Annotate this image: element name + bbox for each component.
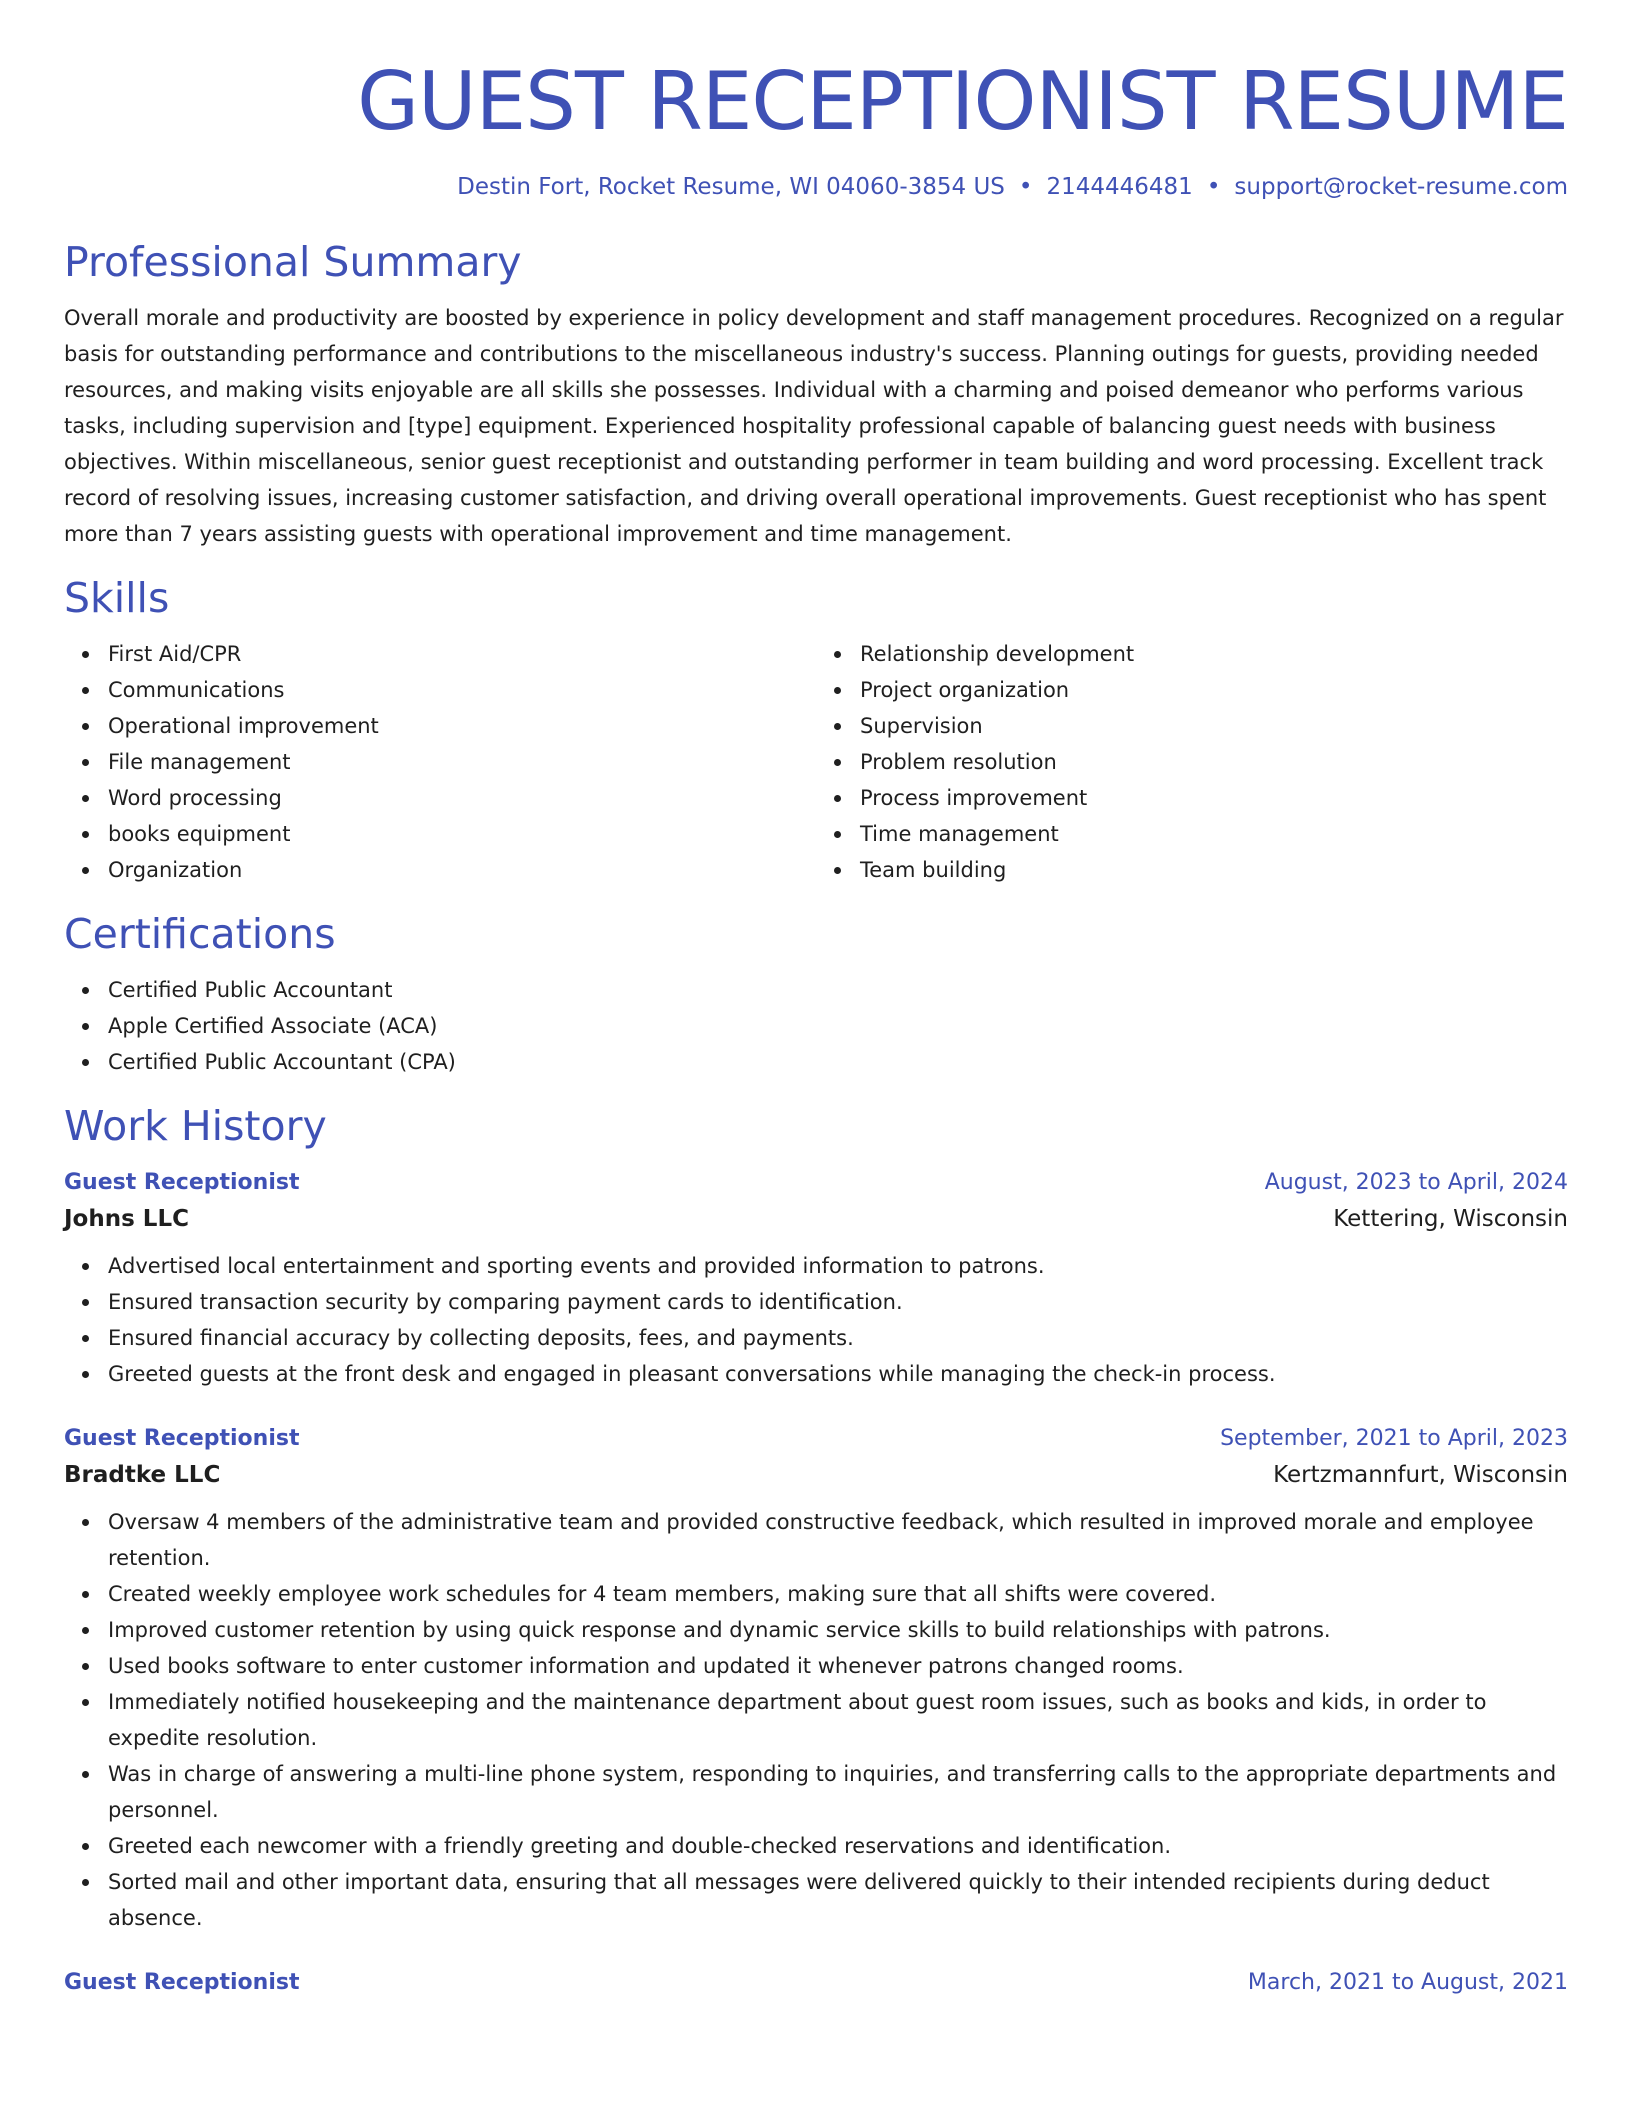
job-title: Guest Receptionist	[64, 1970, 300, 1995]
work-history-heading: Work History	[64, 1102, 327, 1150]
job-duty: Ensured financial accuracy by collecting deposits, fees, and payments.	[108, 1320, 1568, 1356]
resume-title: GUEST RECEPTIONIST RESUME	[357, 55, 1568, 148]
skills-column-right	[816, 636, 1568, 888]
job-title: Guest Receptionist	[64, 1426, 300, 1451]
skill-item: Supervision	[860, 708, 1568, 744]
job-duties	[64, 1248, 1568, 1392]
contact-separator: •	[1206, 174, 1221, 200]
job-dates: September, 2021 to April, 2023	[1220, 1426, 1568, 1451]
skills-heading: Skills	[64, 574, 170, 622]
job-duty: Advertised local entertainment and sporting events and provided information to patrons.	[108, 1248, 1568, 1284]
contact-address: Destin Fort, Rocket Resume, WI 04060-3854 US	[457, 174, 1005, 200]
job-duty: Created weekly employee work schedules for 4 team members, making sure that all shifts were covered.	[108, 1576, 1568, 1612]
skill-item: Problem resolution	[860, 744, 1568, 780]
skill-item: Project organization	[860, 672, 1568, 708]
certification-item: Certified Public Accountant (CPA)	[108, 1044, 1568, 1080]
skill-item: Team building	[860, 852, 1568, 888]
certifications-list	[64, 972, 1568, 1080]
certification-item: Certified Public Accountant	[108, 972, 1568, 1008]
certification-item: Apple Certified Associate (ACA)	[108, 1008, 1568, 1044]
skills-list	[64, 636, 1568, 888]
skill-item: Process improvement	[860, 780, 1568, 816]
skill-item: Communications	[108, 672, 816, 708]
skill-item: Word processing	[108, 780, 816, 816]
contact-separator: •	[1018, 174, 1033, 200]
summary-text: Overall morale and productivity are boosted by experience in policy development and staff management procedures. Recognized on a regular basis for outstanding performance and contributions to the miscellaneous industry's success. Planning outings for guests, providing needed resources, and making visits enjoyable are all skills she possesses. Individual with a charming and poised demeanor who performs various tasks, including supervision and [type] equipment. Experienced hospitality professional capable of balancing guest needs with business objectives. Within miscellaneous, senior guest receptionist and outstanding performer in team building and word processing. Excellent track record of resolving issues, increasing customer satisfaction, and driving overall operational improvements. Guest receptionist who has spent more than 7 years assisting guests with operational improvement and time management.	[64, 306, 1564, 546]
skills-column-left	[64, 636, 816, 888]
job-duty: Used books software to enter customer information and updated it whenever patrons changed rooms.	[108, 1648, 1568, 1684]
job-location: Kettering, Wisconsin	[1333, 1206, 1568, 1232]
job-duty: Greeted each newcomer with a friendly greeting and double-checked reservations and identification.	[108, 1828, 1568, 1864]
job-duty: Immediately notified housekeeping and the maintenance department about guest room issues, such as books and kids, in order to expedite resolution.	[108, 1684, 1568, 1756]
contact-email: support@rocket-resume.com	[1234, 174, 1568, 200]
skill-item: books equipment	[108, 816, 816, 852]
job-duty: Sorted mail and other important data, ensuring that all messages were delivered quickly to their intended recipients during deduct absence.	[108, 1864, 1568, 1936]
job-location: Kertzmannfurt, Wisconsin	[1273, 1462, 1568, 1488]
job-entry	[64, 1166, 1568, 1392]
job-entry	[64, 1966, 1568, 2000]
job-company: Bradtke LLC	[64, 1462, 221, 1488]
job-dates: March, 2021 to August, 2021	[1247, 1970, 1568, 1995]
job-entry	[64, 1422, 1568, 1936]
job-duties	[64, 1504, 1568, 1936]
job-title: Guest Receptionist	[64, 1170, 300, 1195]
skill-item: Organization	[108, 852, 816, 888]
job-dates: August, 2023 to April, 2024	[1264, 1170, 1568, 1195]
contact-line	[64, 172, 1568, 202]
skill-item: Time management	[860, 816, 1568, 852]
job-company: Johns LLC	[64, 1206, 189, 1232]
skill-item: First Aid/CPR	[108, 636, 816, 672]
resume-page	[64, 0, 1568, 2000]
skill-item: File management	[108, 744, 816, 780]
certifications-heading: Certifications	[64, 910, 336, 958]
job-duty: Was in charge of answering a multi-line phone system, responding to inquiries, and transferring calls to the appropriate departments and personnel.	[108, 1756, 1568, 1828]
job-duty: Ensured transaction security by comparing payment cards to identification.	[108, 1284, 1568, 1320]
skill-item: Operational improvement	[108, 708, 816, 744]
skill-item: Relationship development	[860, 636, 1568, 672]
summary-heading: Professional Summary	[64, 238, 522, 286]
job-duty: Oversaw 4 members of the administrative team and provided constructive feedback, which resulted in improved morale and employee retention.	[108, 1504, 1568, 1576]
job-duty: Greeted guests at the front desk and engaged in pleasant conversations while managing the check-in process.	[108, 1356, 1568, 1392]
job-duty: Improved customer retention by using quick response and dynamic service skills to build relationships with patrons.	[108, 1612, 1568, 1648]
contact-phone: 2144446481	[1046, 174, 1193, 200]
